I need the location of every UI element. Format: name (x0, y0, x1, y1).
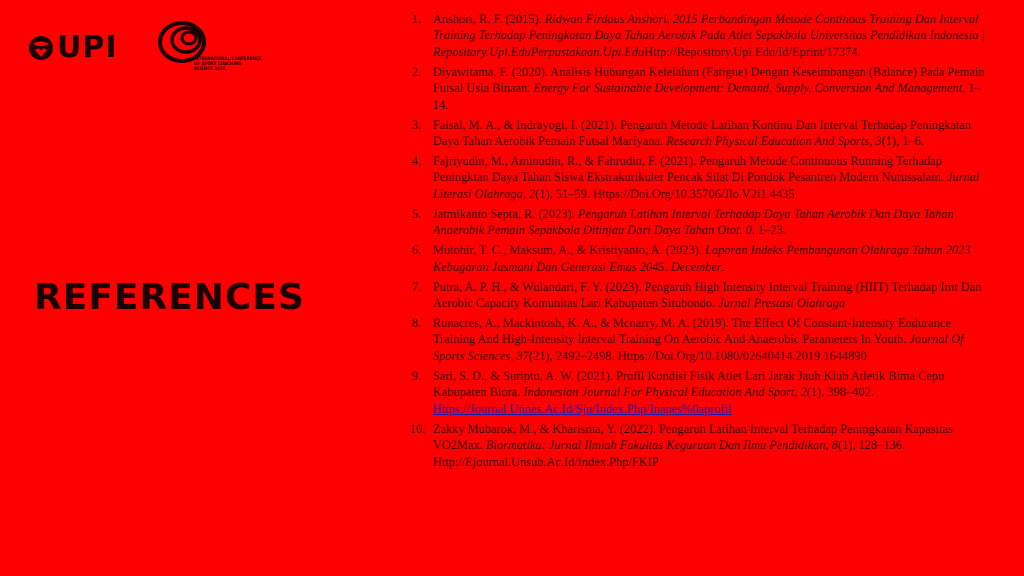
section-title: REFERENCES (34, 277, 305, 318)
reference-text (433, 11, 996, 60)
reference-item (412, 11, 996, 60)
reference-part: (1), 51–59. Https://Doi.Org/10.35706/Jlo.V2i1.4435 (535, 186, 795, 201)
reference-part: Runacres, A., Mackintosh, K. A., & Mcnarry, M. A. (2019). The Effect Of Constant-Intensity Endurance Training And High-Intensity Interval Training On Aerobic And Anaerobic Parameters In Youth. (433, 316, 952, 347)
reference-part: . (664, 259, 671, 274)
reference-italic-part: 37 (516, 348, 530, 363)
reference-text (433, 64, 996, 113)
reference-part: , (825, 438, 832, 453)
reference-item (412, 279, 996, 312)
reference-part: Anshori, R. F. (2015). (433, 12, 545, 26)
reference-number: 6. (412, 243, 422, 258)
reference-italic-part: Jurnal Prestasi Olahraga (718, 296, 846, 311)
reference-text (433, 279, 996, 312)
reference-number: 2. (412, 64, 422, 79)
upi-emblem-icon (28, 35, 54, 61)
reference-italic-part: Laporan Indeks Pembangunan Olahraga Tahun 2023 Kebugaran Jasmani Dan Generasi Emas 2045 (433, 243, 971, 274)
reference-link[interactable]: Https://Journal.Unnes.Ac.Id/Sju/Index.Php/Inapes%0aprofil (433, 401, 732, 416)
reference-number: 10. (410, 421, 426, 436)
reference-text (433, 368, 996, 417)
reference-italic-part: Research Physical Education And Sports (666, 134, 870, 149)
reference-italic-part: Ridwan Firdaus Anshori, 2015 Perbandingan Metode Continous Training Dan Interval Training Terhadap Peningkatan Daya Tahan Aerobik Pada Atlet Sepakbola Universitas Pendidikan Indonesia | Repository.Upi.EduPerpustakaan.Upi.Edu (433, 12, 986, 59)
upi-logo-text: UPI (57, 30, 118, 65)
reference-item (412, 368, 996, 417)
reference-number: 8. (412, 316, 422, 331)
reference-italic-part: Indonesian Journal For Physical Education And Sport (523, 385, 795, 400)
reference-part: (1), 1–6. (881, 134, 925, 149)
reference-number: 3. (412, 117, 422, 132)
reference-text (433, 421, 996, 470)
reference-part: Mutohir, T. C., Maksum, A., & Kristiyanto, A. (2023). (433, 243, 705, 258)
reference-number: 1. (412, 12, 422, 26)
reference-number: 5. (412, 206, 422, 221)
reference-item (412, 64, 996, 113)
reference-item (412, 117, 996, 150)
reference-part: , (510, 348, 517, 363)
reference-italic-part: Energy For Sustainable Development: Demand, Supply, Conversion And Management (533, 81, 963, 96)
reference-part: Sari, S. D., & Suripto, A. W. (2021). Profil Kondisi Fisik Atlet Lari Jarak Jauh Klub Atletik Bima Cepu Kabupaten Blora. (433, 368, 945, 400)
reference-part: . (739, 223, 746, 238)
reference-text (433, 153, 996, 202)
reference-italic-part: December (670, 259, 722, 274)
reference-italic-part: 2 (800, 385, 807, 400)
reference-italic-part: Jurnal Literasi Olahraga (433, 170, 980, 201)
reference-part: Putra, A. P. H., & Wulandari, F. Y. (2023). Pengaruh High Intensity Interval Training (HIIT) Terhadap Imt Dan Aerobic Capacity Komunitas Lari Kabupaten Situbondo. (433, 279, 982, 311)
reference-list (412, 11, 996, 474)
reference-part: Fajriyudin, M., Aminudin, R., & Fahrudin, F. (2021). Pengaruh Metode Continuous Running Terhadap Peningktan Daya Tahan Siswa Ekstrakurikuler Pencak Silat Di Pondok Pesantren Modern Nurussalam. (433, 154, 948, 185)
reference-number: 9. (412, 368, 422, 383)
reference-text (433, 117, 996, 150)
conference-logo-text: INTERNATIONAL CONFERENCE OF SPORT COACHING SCIENCE 2024 (194, 56, 262, 71)
reference-item (412, 242, 996, 275)
reference-part: Zakky Mubarok, M., & Kharisma, Y. (2022). Pengaruh Latihan Interval Terhadap Peningkatan Kapasitas VO2Max. (433, 421, 953, 453)
reference-italic-part: 0 (745, 223, 752, 238)
reference-part: Jatmikanto Septa, R. (2023). (433, 206, 578, 221)
reference-part: Faisal, M. A., & Indrayogi, I. (2021). Pengaruh Metode Latihan Kontinu Dan Interval Terhadap Peningkatan Daya Tahan Aerobik Pemain Futsal Marfyana. (433, 117, 972, 149)
reference-item (412, 206, 996, 239)
reference-part: Diyawitama, F. (2020). Analisis Hubungan Kelelahan (Fatigue) Dengan Keseimbangan (Balance) Pada Pemain Futsal Usia Binaan. (433, 64, 985, 96)
reference-italic-part: Journal Of Sports Sciences (433, 332, 964, 363)
conference-logo (156, 20, 286, 76)
reference-italic-part: 3 (875, 134, 882, 149)
reference-text (433, 206, 996, 239)
reference-part: , 1–23. (751, 223, 786, 238)
reference-text (433, 242, 996, 275)
reference-italic-part: 8 (831, 438, 839, 453)
reference-italic-part: 2 (529, 186, 536, 201)
reference-item (412, 153, 996, 202)
reference-part: Http://Repository.Upi.Edu/Id/Eprint/17374. (644, 44, 861, 59)
reference-item (412, 421, 996, 470)
reference-part: , 1–14. (433, 81, 981, 112)
reference-italic-part: Biormatika: Jurnal Ilmiah Fakultas Keguruan Dan Ilmu Pendidikan (486, 438, 826, 453)
reference-item (412, 315, 996, 364)
reference-part: . (721, 259, 725, 274)
reference-part: (1), 128–136. Http://Ejournal.Unsub.Ac.Id/Index.Php/FKIP (433, 438, 906, 469)
reference-part: , (794, 385, 801, 400)
reference-part: , (522, 186, 530, 201)
reference-part: (21), 2492–2498. Https://Doi.Org/10.1080/02640414.2019.1644890 (529, 348, 867, 363)
reference-text (433, 315, 996, 364)
upi-logo (28, 30, 128, 66)
reference-number: 4. (412, 154, 422, 169)
reference-number: 7. (412, 279, 422, 294)
reference-part: , (869, 134, 876, 149)
reference-part: (1), 398–402. (806, 385, 874, 400)
reference-italic-part: Pengaruh Latihan Interval Terhadap Daya Tahan Aerobik Dan Daya Tahan Anaerobik Pemain Sepakbola Ditinjau Dari Daya Tahan Otot (433, 206, 954, 238)
